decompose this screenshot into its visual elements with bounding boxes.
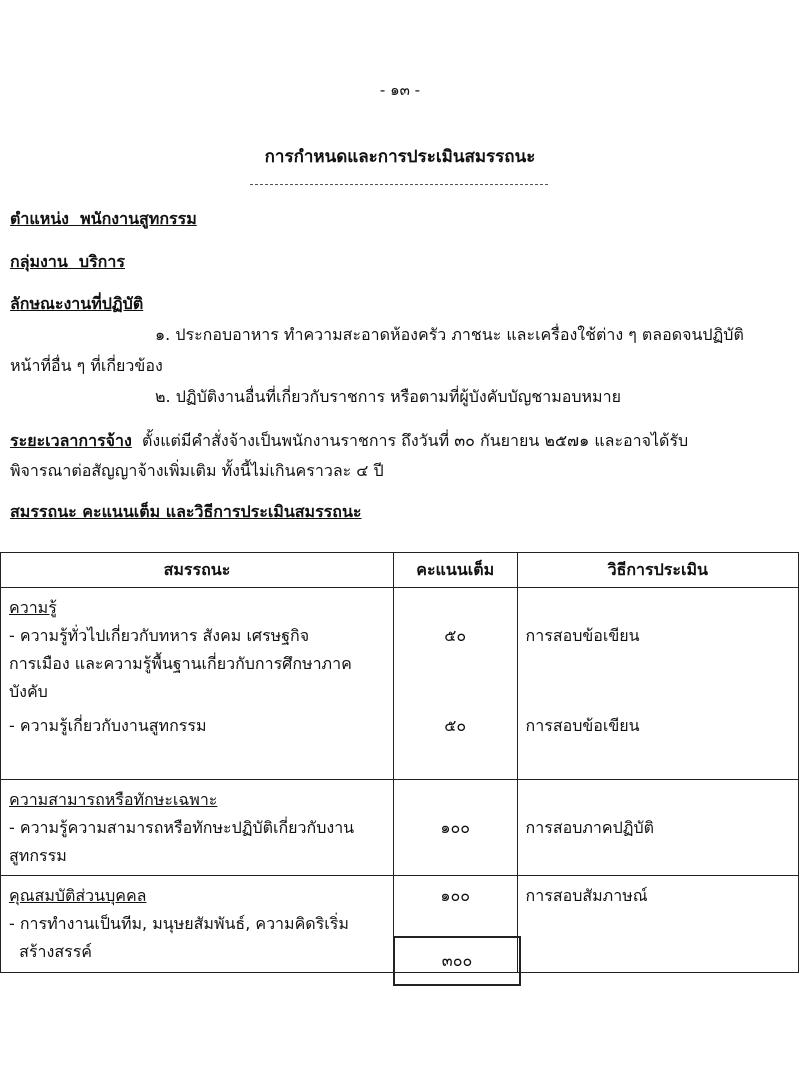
total-score-box: ๓๐๐ — [393, 936, 521, 986]
work-group-value: บริการ — [78, 252, 125, 271]
page-number: - ๑๓ - — [379, 81, 421, 99]
knowledge-item-2-score: ๕๐ — [444, 716, 467, 735]
table-row-knowledge — [1, 588, 799, 780]
personal-score: ๑๐๐ — [440, 886, 471, 905]
skills-score: ๑๐๐ — [440, 818, 471, 837]
header-competency: สมรรถนะ — [1, 553, 394, 588]
duty-1-line-1: ๑. ประกอบอาหาร ทำความสะอาดห้องครัว ภาชนะ และเครื่องใช้ต่าง ๆ ตลอดจนปฏิบัติ — [155, 325, 744, 344]
knowledge-method-cell — [517, 588, 798, 780]
table-heading: สมรรถนะ คะแนนเต็ม และวิธีการประเมินสมรรถนะ — [10, 502, 362, 521]
employment-period-label: ระยะเวลาการจ้าง — [10, 431, 132, 450]
title-divider — [250, 184, 548, 185]
work-group-label: กลุ่มงาน — [10, 252, 68, 271]
skills-method-cell — [517, 780, 798, 876]
knowledge-cell — [1, 588, 394, 780]
position-value: พนักงานสูทกรรม — [80, 209, 197, 228]
knowledge-item-1-line-3: บังคับ — [9, 682, 48, 701]
duty-1-line-2: หน้าที่อื่น ๆ ที่เกี่ยวข้อง — [10, 356, 163, 375]
skills-title: ความสามารถหรือทักษะเฉพาะ — [9, 790, 218, 809]
skills-line-1: - ความรู้ความสามารถหรือทักษะปฏิบัติเกี่ยวกับงาน — [9, 818, 355, 837]
skills-method: การสอบภาคปฏิบัติ — [525, 818, 655, 837]
table-row-skills — [1, 780, 799, 876]
knowledge-item-2: - ความรู้เกี่ยวกับงานสูทกรรม — [9, 716, 207, 735]
header-full-score: คะแนนเต็ม — [393, 553, 517, 588]
skills-score-cell — [393, 780, 517, 876]
employment-period-line-1 — [10, 429, 688, 454]
skills-line-2: สูทกรรม — [9, 846, 67, 865]
personal-method-cell — [517, 876, 798, 973]
header-assessment-method: วิธีการประเมิน — [517, 553, 798, 588]
personal-line-1: - การทำงานเป็นทีม, มนุษยสัมพันธ์, ความคิดริเริ่ม — [9, 914, 349, 933]
table-header-row — [1, 553, 799, 588]
work-group-line — [10, 250, 125, 275]
personal-cell — [1, 876, 394, 973]
knowledge-title: ความรู้ — [9, 598, 57, 617]
knowledge-item-1-line-2: การเมือง และความรู้พื้นฐานเกี่ยวกับการศึกษาภาค — [9, 654, 352, 673]
competency-table — [0, 552, 799, 973]
page-title: การกำหนดและการประเมินสมรรถนะ — [264, 147, 536, 167]
personal-title: คุณสมบัติส่วนบุคคล — [9, 886, 147, 905]
knowledge-item-1-line-1: - ความรู้ทั่วไปเกี่ยวกับทหาร สังคม เศรษฐกิจ — [9, 626, 310, 645]
position-line — [10, 207, 197, 232]
personal-method: การสอบสัมภาษณ์ — [525, 886, 648, 905]
position-label: ตำแหน่ง — [10, 209, 69, 228]
knowledge-item-1-score: ๕๐ — [444, 626, 467, 645]
duty-2-line-1: ๒. ปฏิบัติงานอื่นที่เกี่ยวกับราชการ หรือตามที่ผู้บังคับบัญชามอบหมาย — [155, 387, 621, 406]
knowledge-score-cell — [393, 588, 517, 780]
knowledge-item-1-method: การสอบข้อเขียน — [525, 626, 640, 645]
personal-line-2: สร้างสรรค์ — [9, 942, 92, 961]
employment-period-text: ตั้งแต่มีคำสั่งจ้างเป็นพนักงานราชการ ถึงวันที่ ๓๐ กันยายน ๒๕๗๑ และอาจได้รับ — [142, 431, 689, 450]
knowledge-item-2-method: การสอบข้อเขียน — [525, 716, 640, 735]
skills-cell — [1, 780, 394, 876]
employment-period-line-2: พิจารณาต่อสัญญาจ้างเพิ่มเติม ทั้งนี้ไม่เกินคราวละ ๔ ปี — [10, 461, 384, 480]
duties-heading: ลักษณะงานที่ปฏิบัติ — [10, 294, 144, 313]
